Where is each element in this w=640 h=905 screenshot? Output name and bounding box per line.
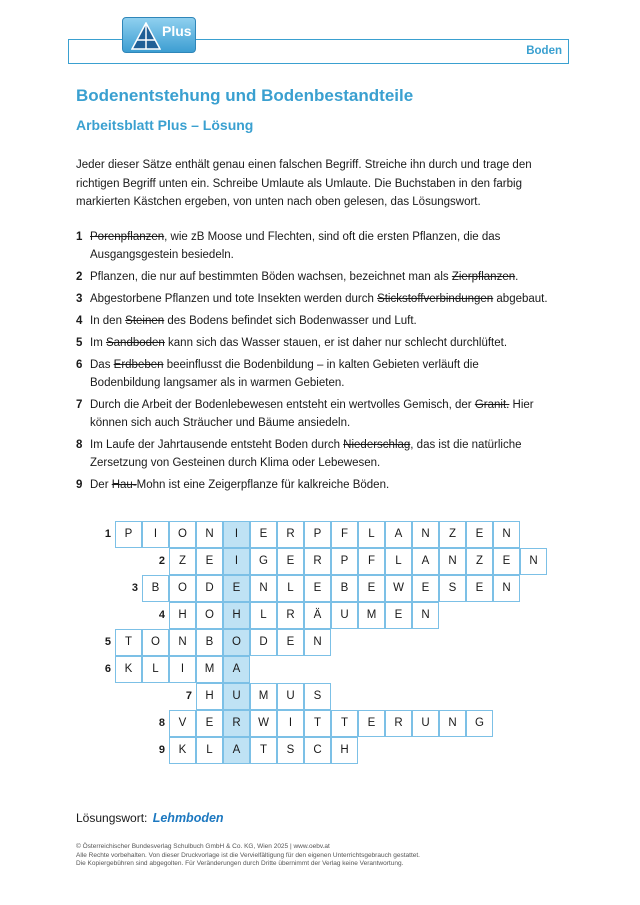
crossword-cell: E bbox=[466, 575, 493, 602]
crossword-cell: E bbox=[466, 521, 493, 548]
sentence-post: Mohn ist eine Zeigerpflanze für kalkreiche Böden. bbox=[136, 479, 390, 491]
crossword-cell: N bbox=[412, 521, 439, 548]
crossword-cell: U bbox=[331, 602, 358, 629]
sentence-pre: In den bbox=[90, 315, 126, 327]
sentence-number: 9 bbox=[76, 479, 83, 491]
footer-copyright: © Österreichischer Bundesverlag Schulbuch GmbH & Co. KG, Wien 2025 | www.oebv.at bbox=[76, 843, 330, 850]
sentence-text bbox=[90, 293, 548, 305]
crossword-cell: L bbox=[277, 575, 304, 602]
crossword-cell: A bbox=[412, 548, 439, 575]
crossword-cell: N bbox=[493, 521, 520, 548]
crossword-cell: O bbox=[196, 602, 223, 629]
crossword-cell: K bbox=[169, 737, 196, 764]
crossword-cell: N bbox=[439, 548, 466, 575]
struck-wrong-term: Porenpflanzen bbox=[90, 231, 165, 243]
crossword-cell: E bbox=[277, 629, 304, 656]
sentence-text bbox=[90, 399, 534, 411]
crossword-cell-highlighted: I bbox=[223, 548, 250, 575]
solution-label: Lösungswort: bbox=[76, 811, 148, 825]
crossword-cell-highlighted: R bbox=[223, 710, 250, 737]
sentence-item bbox=[76, 334, 568, 352]
crossword-cell: R bbox=[304, 548, 331, 575]
footer-rights: Alle Rechte vorbehalten. Von dieser Druckvorlage ist die Vervielfältigung für den eigenen Unterrichtsgebrauch gestattet. bbox=[76, 851, 420, 859]
crossword-cell: R bbox=[277, 602, 304, 629]
sentence-post: , wie zB Moose und Flechten, sind oft die ersten Pflanzen, die das bbox=[164, 231, 501, 243]
crossword-cell: I bbox=[142, 521, 169, 548]
sentence-number: 7 bbox=[76, 399, 83, 411]
crossword-row-number: 8 bbox=[158, 717, 165, 729]
crossword-cell: U bbox=[277, 683, 304, 710]
crossword-cell: P bbox=[304, 521, 331, 548]
sentence-item bbox=[76, 268, 568, 286]
crossword-cell: L bbox=[358, 521, 385, 548]
crossword-row-number: 6 bbox=[104, 663, 111, 675]
crossword-cell: M bbox=[196, 656, 223, 683]
crossword-cell: T bbox=[250, 737, 277, 764]
crossword-cell: N bbox=[439, 710, 466, 737]
crossword-cell: F bbox=[331, 521, 358, 548]
sentence-continuation: Zersetzung von Gesteinen durch Klima oder Lebewesen. bbox=[90, 457, 381, 469]
subject-label: Boden bbox=[526, 45, 562, 57]
crossword-cell: N bbox=[493, 575, 520, 602]
sentence-item bbox=[76, 356, 568, 392]
crossword-row-number: 1 bbox=[104, 528, 111, 540]
sentence-continuation: Ausgangsgestein besiedeln. bbox=[90, 249, 234, 261]
sentence-number: 5 bbox=[76, 337, 83, 349]
sentence-pre: Abgestorbene Pflanzen und tote Insekten werden durch bbox=[90, 293, 378, 305]
sentence-text bbox=[90, 439, 522, 451]
crossword-cell: E bbox=[196, 710, 223, 737]
struck-wrong-term: Stickstoffverbindungen bbox=[377, 293, 494, 305]
crossword-cell-highlighted: O bbox=[223, 629, 250, 656]
crossword-cell: F bbox=[358, 548, 385, 575]
crossword-cell: S bbox=[304, 683, 331, 710]
sentence-pre: Das bbox=[90, 359, 114, 371]
sentence-text bbox=[90, 337, 507, 349]
struck-wrong-term: Erdbeben bbox=[113, 359, 164, 371]
sentence-post: kann sich das Wasser stauen, er ist daher nur schlecht durchlüftet. bbox=[164, 337, 508, 349]
sentence-text bbox=[90, 359, 479, 371]
sentence-pre: Im Laufe der Jahrtausende entsteht Boden durch bbox=[90, 439, 344, 451]
crossword-cell: E bbox=[385, 602, 412, 629]
sentence-list bbox=[76, 228, 568, 498]
sentence-number: 4 bbox=[76, 315, 83, 327]
crossword-cell-highlighted: A bbox=[223, 656, 250, 683]
crossword-cell: H bbox=[331, 737, 358, 764]
triangle-logo-icon bbox=[131, 22, 161, 50]
crossword-cell: W bbox=[385, 575, 412, 602]
struck-wrong-term: Granit. bbox=[474, 399, 510, 411]
crossword-cell: E bbox=[412, 575, 439, 602]
sentence-number: 8 bbox=[76, 439, 83, 451]
plus-logo bbox=[122, 17, 196, 53]
sentence-post: . bbox=[515, 271, 519, 283]
sentence-item bbox=[76, 290, 568, 308]
crossword-cell: W bbox=[250, 710, 277, 737]
crossword-cell: B bbox=[142, 575, 169, 602]
struck-wrong-term: Hau- bbox=[111, 479, 137, 491]
crossword-cell: L bbox=[385, 548, 412, 575]
crossword-row-number: 5 bbox=[104, 636, 111, 648]
page-subtitle: Arbeitsblatt Plus – Lösung bbox=[76, 117, 254, 133]
solution-line bbox=[76, 811, 224, 825]
crossword-cell: N bbox=[169, 629, 196, 656]
sentence-number: 1 bbox=[76, 231, 83, 243]
crossword-cell: C bbox=[304, 737, 331, 764]
logo-text: Plus bbox=[162, 23, 192, 39]
crossword-cell: N bbox=[412, 602, 439, 629]
sentence-post: abgebaut. bbox=[493, 293, 548, 305]
sentence-number: 6 bbox=[76, 359, 83, 371]
crossword-cell: Z bbox=[169, 548, 196, 575]
crossword-cell: R bbox=[277, 521, 304, 548]
crossword-cell: O bbox=[169, 575, 196, 602]
footer-disclaimer: Die Kopiergebühren sind abgegolten. Für Veränderungen durch Dritte übernimmt der Verlag keine Verantwortung. bbox=[76, 860, 404, 867]
footer bbox=[76, 843, 420, 869]
crossword-cell: E bbox=[304, 575, 331, 602]
crossword-cell: N bbox=[250, 575, 277, 602]
sentence-post: , das ist die natürliche bbox=[410, 439, 522, 451]
crossword-cell-highlighted: E bbox=[223, 575, 250, 602]
sentence-pre: Pflanzen, die nur auf bestimmten Böden wachsen, bezeichnet man als bbox=[90, 271, 452, 283]
sentence-text bbox=[90, 231, 500, 243]
crossword-cell: Ä bbox=[304, 602, 331, 629]
crossword-cell: N bbox=[520, 548, 547, 575]
crossword-cell: K bbox=[115, 656, 142, 683]
crossword-cell: B bbox=[196, 629, 223, 656]
crossword-cell: I bbox=[169, 656, 196, 683]
sentence-pre: Im bbox=[90, 337, 106, 349]
crossword-cell-highlighted: A bbox=[223, 737, 250, 764]
struck-wrong-term: Sandboden bbox=[105, 337, 165, 349]
sentence-text bbox=[90, 271, 518, 283]
page-title: Bodenentstehung und Bodenbestandteile bbox=[76, 86, 414, 105]
sentence-item bbox=[76, 436, 568, 472]
crossword-cell: L bbox=[142, 656, 169, 683]
crossword-cell: O bbox=[142, 629, 169, 656]
crossword-cell: P bbox=[115, 521, 142, 548]
crossword-cell: S bbox=[277, 737, 304, 764]
sentence-item bbox=[76, 228, 568, 264]
crossword-cell: U bbox=[412, 710, 439, 737]
crossword-row-number: 9 bbox=[158, 744, 165, 756]
crossword-cell-highlighted: H bbox=[223, 602, 250, 629]
sentence-item bbox=[76, 476, 568, 494]
crossword-cell: H bbox=[196, 683, 223, 710]
crossword-row-number: 4 bbox=[158, 609, 165, 621]
crossword-cell: E bbox=[493, 548, 520, 575]
crossword-cell: N bbox=[304, 629, 331, 656]
crossword-cell: A bbox=[385, 521, 412, 548]
struck-wrong-term: Niederschlag bbox=[343, 439, 411, 451]
sentence-item bbox=[76, 312, 568, 330]
instructions: Jeder dieser Sätze enthält genau einen falschen Begriff. Streiche ihn durch und trage den richtigen Begriff unten ein. Schreibe Umlaute als Umlaute. Die Buchstaben in den farbig markierten Kästchen ergeben, von unten nach oben gelesen, das Lösungswort. bbox=[76, 159, 532, 208]
crossword-cell: T bbox=[331, 710, 358, 737]
crossword-cell: E bbox=[196, 548, 223, 575]
crossword-cell: S bbox=[439, 575, 466, 602]
sentence-text bbox=[90, 479, 389, 491]
crossword-cell: G bbox=[466, 710, 493, 737]
crossword-cell: E bbox=[358, 575, 385, 602]
crossword-cell: L bbox=[196, 737, 223, 764]
crossword-cell: D bbox=[250, 629, 277, 656]
crossword-cell: V bbox=[169, 710, 196, 737]
crossword-cell: M bbox=[358, 602, 385, 629]
struck-wrong-term: Zierpflanzen bbox=[451, 271, 516, 283]
crossword-cell: E bbox=[277, 548, 304, 575]
crossword-cell-highlighted: U bbox=[223, 683, 250, 710]
crossword-cell: T bbox=[304, 710, 331, 737]
crossword-cell: M bbox=[250, 683, 277, 710]
sentence-item bbox=[76, 396, 568, 432]
crossword-cell: E bbox=[250, 521, 277, 548]
sentence-pre: Durch die Arbeit der Bodenlebewesen entsteht ein wertvolles Gemisch, der bbox=[90, 399, 475, 411]
sentence-pre: Der bbox=[90, 479, 112, 491]
crossword-cell: O bbox=[169, 521, 196, 548]
crossword-row-number: 2 bbox=[158, 555, 165, 567]
sentence-text bbox=[90, 315, 417, 327]
crossword-cell-highlighted: I bbox=[223, 521, 250, 548]
crossword-row-number: 7 bbox=[185, 690, 192, 702]
sentence-post: beeinflusst die Bodenbildung – in kalten Gebieten verläuft die bbox=[163, 359, 479, 371]
crossword-cell: T bbox=[115, 629, 142, 656]
sentence-number: 2 bbox=[76, 271, 83, 283]
crossword-cell: P bbox=[331, 548, 358, 575]
crossword-cell: N bbox=[196, 521, 223, 548]
sentence-continuation: können sich auch Sträucher und Bäume ansiedeln. bbox=[90, 417, 351, 429]
sentence-number: 3 bbox=[76, 293, 83, 305]
crossword-cell: B bbox=[331, 575, 358, 602]
crossword-cell: L bbox=[250, 602, 277, 629]
crossword-row-number: 3 bbox=[131, 582, 138, 594]
crossword-cell: E bbox=[358, 710, 385, 737]
sentence-post: Hier bbox=[509, 399, 534, 411]
sentence-continuation: Bodenbildung langsamer als in warmen Gebieten. bbox=[90, 377, 345, 389]
crossword-cell: Z bbox=[466, 548, 493, 575]
sentence-post: des Bodens befindet sich Bodenwasser und Luft. bbox=[164, 315, 417, 327]
crossword-cell: G bbox=[250, 548, 277, 575]
crossword-cell: I bbox=[277, 710, 304, 737]
struck-wrong-term: Steinen bbox=[125, 315, 165, 327]
crossword-cell: H bbox=[169, 602, 196, 629]
solution-value: Lehmboden bbox=[152, 811, 224, 825]
crossword-cell: R bbox=[385, 710, 412, 737]
crossword-cell: D bbox=[196, 575, 223, 602]
crossword-cell: Z bbox=[439, 521, 466, 548]
